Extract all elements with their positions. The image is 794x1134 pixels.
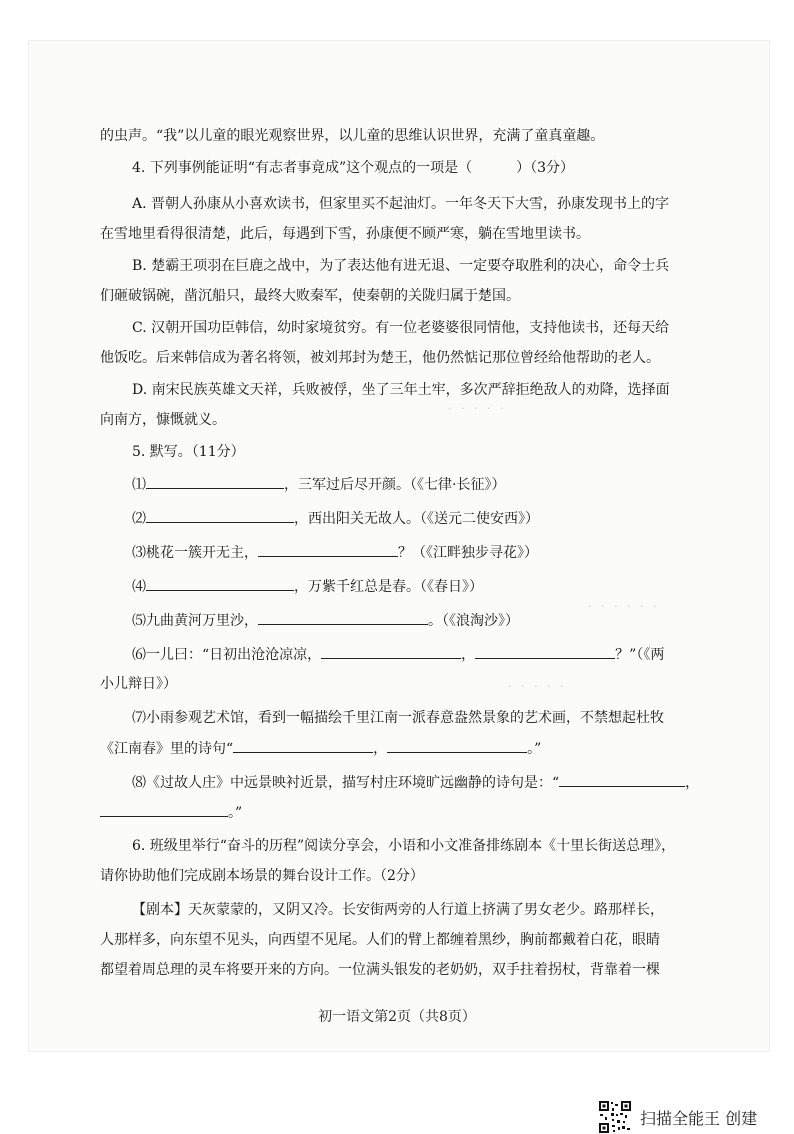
dictation-item-7-cont: 《江南春》里的诗句“ ， 。” [100, 738, 541, 759]
script-passage-line: 人那样多，向东望不见头，向西望不见尾。人们的臂上都缠着黑纱，胸前都戴着白花，眼睛 [100, 932, 660, 948]
answer-blank[interactable] [100, 802, 228, 817]
dictation-item-6: ⑹一儿曰：“日初出沧沧凉凉， ， ？”（《两 [132, 644, 664, 665]
dictation-item-8: ⑻《过故人庄》中远景映衬近景，描写村庄环境旷远幽静的诗句是：“ ， [132, 772, 699, 793]
scanner-brand-label: 扫描全能王 创建 [640, 1108, 758, 1128]
option-c: C. 汉朝开国功臣韩信，幼时家境贫穷。有一位老婆婆很同情他，支持他读书，还每天给 [132, 320, 670, 336]
option-c-cont: 他饭吃。后来韩信成为著名将领，被刘邦封为楚王，他仍然惦记那位曾经给他帮助的老人。 [100, 350, 660, 366]
script-passage-line: 【剧本】天灰蒙蒙的，又阴又冷。长安街两旁的人行道上挤满了男女老少。路那样长， [132, 902, 664, 918]
option-b-cont: 们砸破锅碗，凿沉船只，最终大败秦军，使秦朝的关陇归属于楚国。 [100, 288, 520, 304]
dictation-item-3: ⑶桃花一簇开无主， ？（《江畔独步寻花》） [132, 542, 538, 563]
answer-blank[interactable] [387, 738, 527, 753]
option-d-cont: 向南方，慷慨就义。 [100, 412, 226, 428]
answer-blank[interactable] [146, 576, 294, 591]
answer-blank[interactable] [146, 508, 294, 523]
answer-blank[interactable] [258, 542, 398, 557]
answer-blank[interactable] [559, 772, 685, 787]
answer-blank[interactable] [258, 610, 428, 625]
dictation-item-7: ⑺小雨参观艺术馆，看到一幅描绘千里江南一派春意盎然景象的艺术画，不禁想起杜牧 [132, 710, 664, 726]
option-a-cont: 在雪地里看得很清楚，此后，每遇到下雪，孙康便不顾严寒，躺在雪地里读书。 [100, 226, 590, 242]
bleed-through-text: · · · · · · [588, 600, 660, 613]
answer-blank[interactable] [146, 474, 284, 489]
dictation-item-5: ⑸九曲黄河万里沙， 。（《浪淘沙》） [132, 610, 519, 631]
bleed-through-text: · · · · · [448, 402, 507, 415]
dictation-item-2: ⑵ ，西出阳关无故人。（《送元二使安西》） [132, 508, 539, 529]
question-6: 6. 班级里举行“奋斗的历程”阅读分享会，小语和小文准备排练剧本《十里长街送总理》， [132, 838, 676, 854]
question-5: 5. 默写。（11分） [132, 444, 245, 460]
passage-end-line: 的虫声。“我”以儿童的眼光观察世界，以儿童的思维认识世界，充满了童真童趣。 [100, 128, 605, 144]
dictation-item-8-cont: 。” [100, 802, 242, 823]
option-d: D. 南宋民族英雄文天祥，兵败被俘，坐了三年土牢，多次严辞拒绝敌人的劝降，选择面 [132, 382, 670, 398]
option-b: B. 楚霸王项羽在巨鹿之战中，为了表达他有进无退、一定要夺取胜利的决心，命令士兵 [132, 258, 670, 274]
page-footer: 初一语文第2页（共8页） [318, 1009, 476, 1025]
option-a: A. 晋朝人孙康从小喜欢读书，但家里买不起油灯。一年冬天下大雪，孙康发现书上的字 [132, 196, 670, 212]
scanner-watermark [598, 1100, 757, 1134]
question-6-cont: 请你协助他们完成剧本场景的舞台设计工作。（2分） [100, 868, 424, 884]
dictation-item-6-cont: 小儿辩日》） [100, 676, 177, 692]
answer-blank[interactable] [233, 738, 373, 753]
answer-blank[interactable] [321, 644, 461, 659]
bleed-through-text: · · · · · [508, 680, 567, 693]
answer-blank[interactable] [475, 644, 615, 659]
question-4: 4. 下列事例能证明“有志者事竟成”这个观点的一项是（ ）（3分） [132, 160, 575, 176]
script-passage-line: 都望着周总理的灵车将要开来的方向。一位满头银发的老奶奶，双手拄着拐杖，背靠着一棵 [100, 962, 660, 978]
dictation-item-1: ⑴ ，三军过后尽开颜。（《七律·长征》） [132, 474, 505, 495]
dictation-item-4: ⑷ ，万紫千红总是春。（《春日》） [132, 576, 483, 597]
qr-code-icon [598, 1100, 632, 1134]
